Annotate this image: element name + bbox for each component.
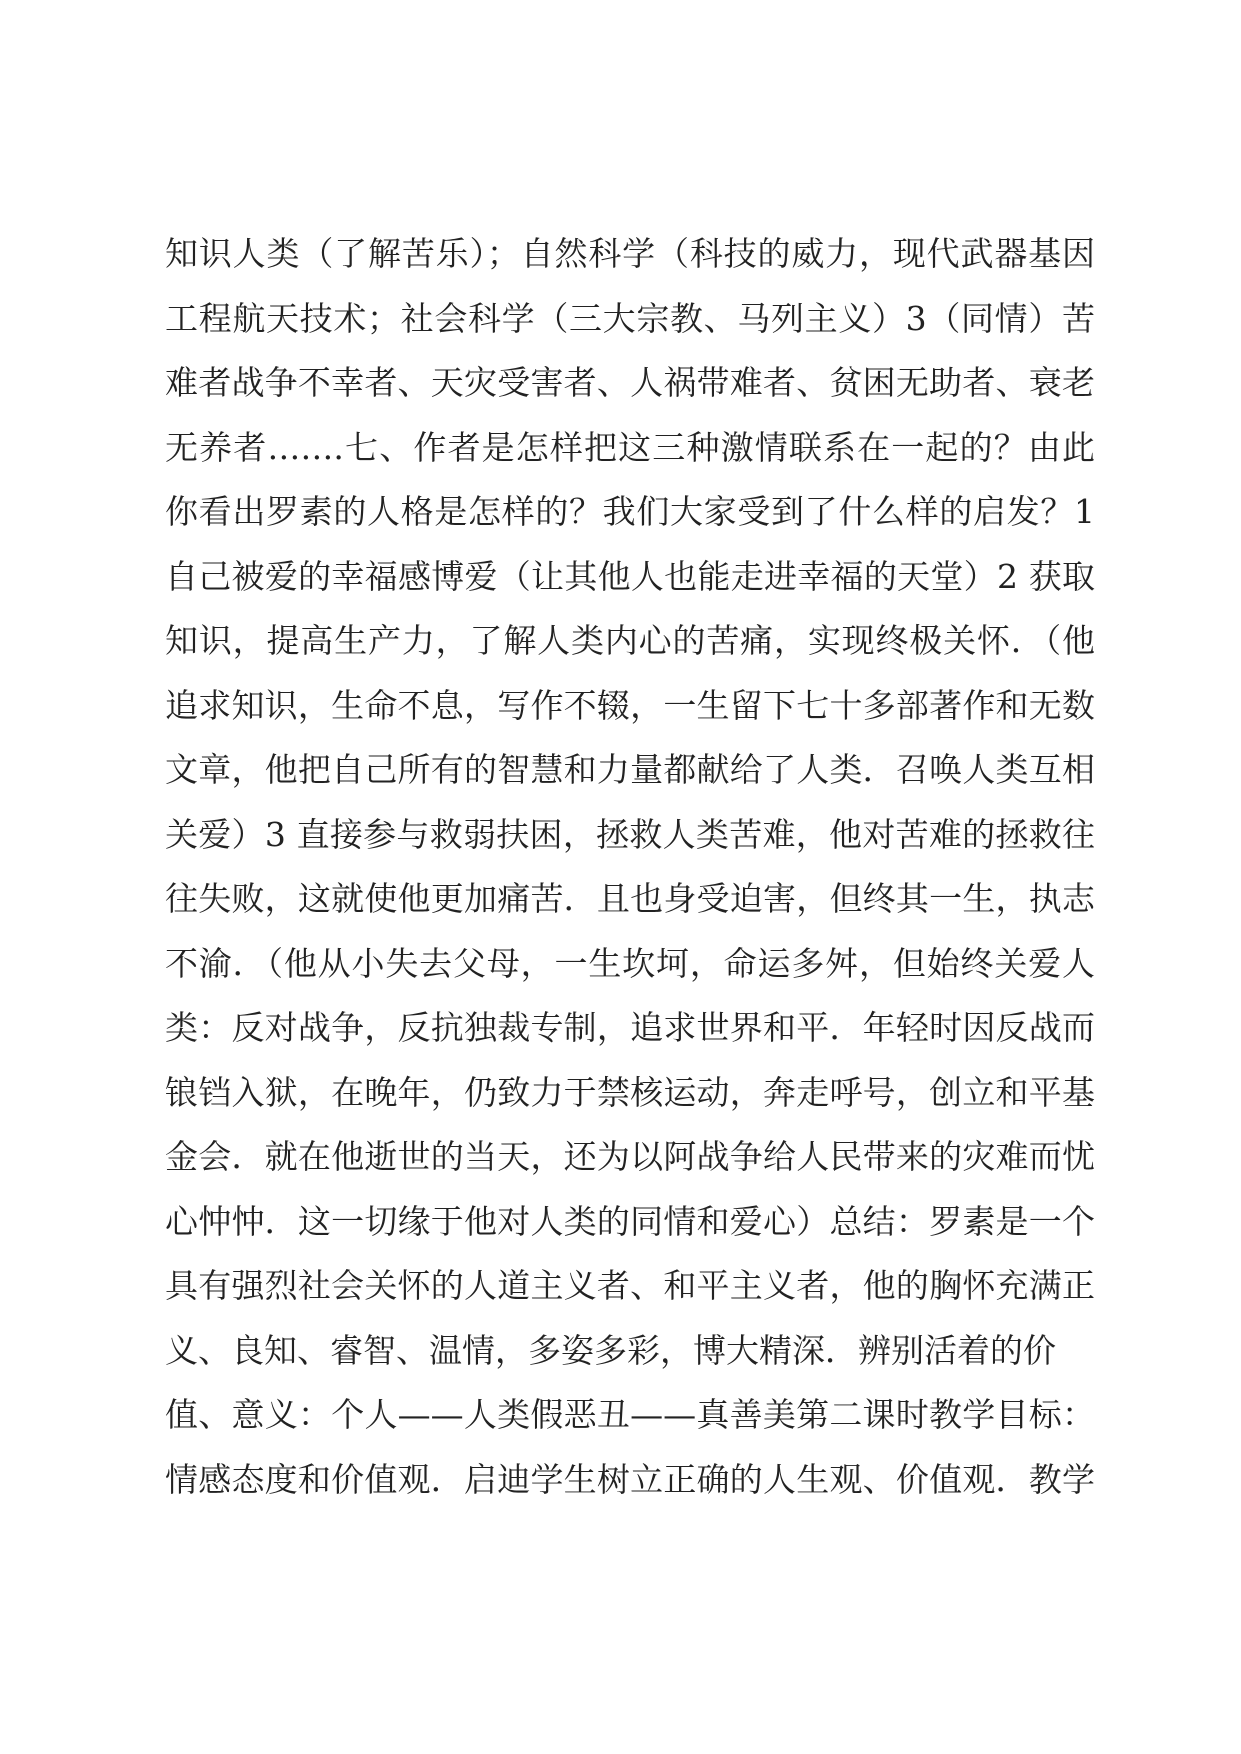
text-line: 关爱）3 直接参与救弱扶困，拯救人类苦难，他对苦难的拯救往 <box>165 814 1095 854</box>
text-line: 无养者…….七、作者是怎样把这三种激情联系在一起的？由此 <box>165 427 1095 467</box>
text-line: 工程航天技术；社会科学（三大宗教、马列主义）3（同情）苦 <box>165 298 1095 338</box>
text-line: 值、意义：个人——人类假恶丑——真善美第二课时教学目标： <box>165 1395 1095 1434</box>
text-line: 情感态度和价值观．启迪学生树立正确的人生观、价值观．教学 <box>165 1459 1095 1499</box>
text-line: 不渝．（他从小失去父母，一生坎坷，命运多舛，但始终关爱人 <box>165 943 1095 983</box>
text-line: 追求知识，生命不息，写作不辍，一生留下七十多部著作和无数 <box>165 685 1095 725</box>
text-line: 类：反对战争，反抗独裁专制，追求世界和平．年轻时因反战而 <box>165 1008 1095 1047</box>
text-line: 文章，他把自己所有的智慧和力量都献给了人类．召唤人类互相 <box>165 750 1095 789</box>
text-line: 难者战争不幸者、天灾受害者、人祸带难者、贫困无助者、衰老 <box>165 363 1095 402</box>
text-line: 知识，提高生产力，了解人类内心的苦痛，实现终极关怀．（他 <box>165 621 1095 660</box>
body-text <box>165 222 1095 1512</box>
text-line: 锒铛入狱，在晚年，仍致力于禁核运动，奔走呼号，创立和平基 <box>165 1072 1095 1112</box>
text-line: 心忡忡．这一切缘于他对人类的同情和爱心）总结：罗素是一个 <box>165 1201 1095 1241</box>
text-line: 义、良知、睿智、温情，多姿多彩，博大精深．辨别活着的价 <box>165 1330 1056 1370</box>
text-line: 自己被爱的幸福感博爱（让其他人也能走进幸福的天堂）2 获取 <box>165 556 1095 596</box>
text-line: 往失败，这就使他更加痛苦．且也身受迫害，但终其一生，执志 <box>165 879 1095 918</box>
text-line: 你看出罗素的人格是怎样的？我们大家受到了什么样的启发？1 <box>165 492 1095 531</box>
text-line: 金会．就在他逝世的当天，还为以阿战争给人民带来的灾难而忧 <box>165 1137 1095 1176</box>
text-line: 具有强烈社会关怀的人道主义者、和平主义者，他的胸怀充满正 <box>165 1266 1095 1305</box>
text-line: 知识人类（了解苦乐）；自然科学（科技的威力，现代武器基因 <box>165 234 1095 273</box>
